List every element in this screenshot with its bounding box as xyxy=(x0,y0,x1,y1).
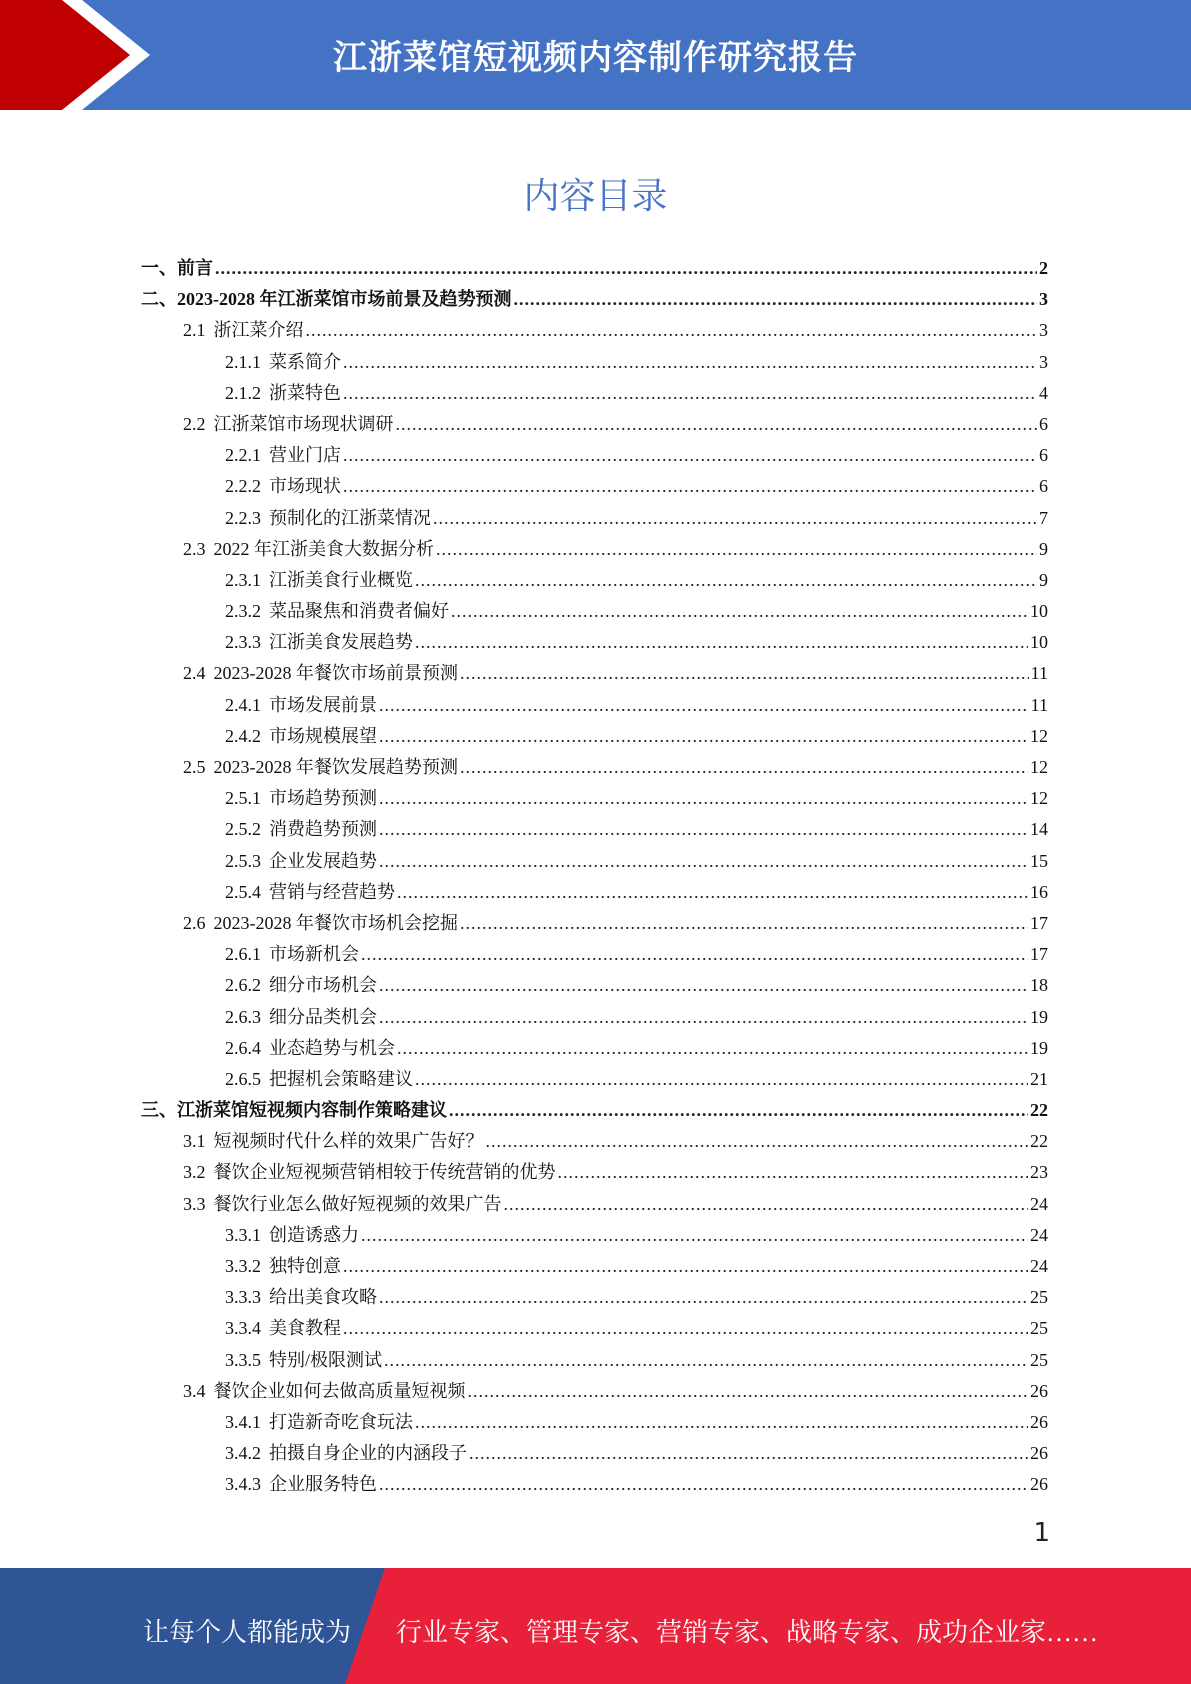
footer-slogan-right: 行业专家、管理专家、营销专家、战略专家、成功企业家…… xyxy=(396,1618,1099,1647)
toc-dot-leader xyxy=(343,1318,1028,1339)
toc-entry-title: 把握机会策略建议 xyxy=(269,1068,413,1089)
toc-entry-page: 24 xyxy=(1030,1224,1048,1245)
toc-entry-number: 2.6 xyxy=(183,912,206,933)
toc-entry[interactable] xyxy=(141,535,1048,566)
toc-dot-leader xyxy=(379,851,1028,872)
toc-entry[interactable] xyxy=(141,410,1048,441)
toc-entry-number: 2.3 xyxy=(183,538,206,559)
toc-entry-number: 3.3 xyxy=(183,1193,206,1214)
toc-entry[interactable] xyxy=(141,566,1048,597)
toc-dot-leader xyxy=(384,1350,1028,1371)
toc-entry-number: 3.4.2 xyxy=(225,1443,261,1464)
toc-entry-page: 23 xyxy=(1030,1162,1048,1183)
toc-heading: 内容目录 xyxy=(523,176,668,217)
toc-entry-page: 25 xyxy=(1030,1287,1048,1308)
toc-entry[interactable] xyxy=(141,1190,1048,1221)
toc-entry[interactable] xyxy=(141,1439,1048,1470)
toc-entry[interactable] xyxy=(141,784,1048,815)
toc-entry-page: 6 xyxy=(1039,476,1048,497)
toc-entry-title: 细分市场机会 xyxy=(269,975,377,996)
toc-entry[interactable] xyxy=(141,316,1048,347)
toc-entry[interactable] xyxy=(141,1314,1048,1345)
toc-entry-title: 营业门店 xyxy=(269,445,341,466)
toc-entry[interactable] xyxy=(141,722,1048,753)
toc-entry-title: 餐饮企业短视频营销相较于传统营销的优势 xyxy=(213,1162,556,1183)
toc-entry-page: 12 xyxy=(1030,757,1048,777)
toc-dot-leader xyxy=(343,445,1037,466)
toc-entry-title: 企业发展趋势 xyxy=(269,850,377,871)
toc-entry-number: 2.2.1 xyxy=(225,445,261,466)
toc-entry-title: 菜系简介 xyxy=(269,351,341,372)
toc-entry-page: 6 xyxy=(1039,413,1048,434)
toc-entry-number: 3.4 xyxy=(183,1380,206,1401)
toc-entry-number: 2.3.1 xyxy=(225,569,261,590)
toc-entry-title: 市场趋势预测 xyxy=(269,788,377,809)
toc-entry-number: 二、 xyxy=(141,289,177,310)
toc-dot-leader xyxy=(415,570,1037,591)
toc-entry-title: 2022 年江浙美食大数据分析 xyxy=(213,538,434,559)
toc-entry-page: 4 xyxy=(1039,382,1048,403)
toc-entry-title: 短视频时代什么样的效果广告好？ xyxy=(213,1131,484,1152)
toc-dot-leader xyxy=(415,1069,1028,1090)
toc-dot-leader xyxy=(514,289,1038,310)
toc-entry-page: 19 xyxy=(1030,1037,1048,1058)
toc-entry-title: 独特创意 xyxy=(269,1256,341,1276)
toc-entry-page: 3 xyxy=(1039,320,1048,341)
toc-dot-leader xyxy=(486,1131,1029,1152)
toc-entry-page: 24 xyxy=(1030,1193,1048,1214)
toc-entry[interactable] xyxy=(141,1408,1048,1439)
toc-entry-number: 2.5.2 xyxy=(225,819,261,840)
toc-entry-page: 26 xyxy=(1030,1443,1048,1464)
toc-dot-leader xyxy=(460,757,1028,778)
toc-entry-title: 2023-2028 年餐饮市场机会挖掘 xyxy=(213,912,458,933)
toc-entry-number: 2.2 xyxy=(183,413,206,434)
toc-dot-leader xyxy=(449,1100,1028,1121)
toc-entry[interactable] xyxy=(141,1127,1048,1158)
toc-entry[interactable] xyxy=(141,472,1048,503)
toc-dot-leader xyxy=(379,1474,1028,1495)
toc-entry-number: 2.5.1 xyxy=(225,788,261,809)
toc-entry-title: 江浙美食发展趋势 xyxy=(269,632,413,653)
toc-entry[interactable] xyxy=(141,628,1048,659)
toc-entry-page: 18 xyxy=(1030,975,1048,996)
toc-entry-number: 2.6.5 xyxy=(225,1068,261,1089)
toc-dot-leader xyxy=(361,1225,1028,1246)
toc-entry-title: 菜品聚焦和消费者偏好 xyxy=(269,601,449,622)
toc-entry-title: 细分品类机会 xyxy=(269,1006,377,1027)
toc-entry-number: 3.3.4 xyxy=(225,1318,261,1339)
toc-dot-leader xyxy=(379,695,1029,716)
toc-entry[interactable] xyxy=(141,1252,1048,1283)
toc-dot-leader xyxy=(361,944,1028,965)
toc-entry-number: 2.6.1 xyxy=(225,944,261,965)
toc-dot-leader xyxy=(469,1443,1028,1464)
toc-dot-leader xyxy=(379,975,1028,996)
toc-entry-number: 3.3.2 xyxy=(225,1256,261,1276)
toc-entry-page: 17 xyxy=(1030,944,1048,965)
toc-entry-title: 2023-2028 年餐饮发展趋势预测 xyxy=(213,757,458,777)
toc-entry-number: 3.4.1 xyxy=(225,1411,261,1432)
toc-entry-title: 前言 xyxy=(177,258,213,278)
toc-entry-number: 2.3.3 xyxy=(225,632,261,653)
toc-entry-title: 企业服务特色 xyxy=(269,1474,377,1495)
toc-entry-page: 10 xyxy=(1030,601,1048,622)
toc-dot-leader xyxy=(396,414,1038,435)
toc-entry-title: 2023-2028 年餐饮市场前景预测 xyxy=(213,663,458,684)
toc-dot-leader xyxy=(460,663,1029,684)
toc-entry-page: 7 xyxy=(1039,507,1048,528)
toc-entry[interactable] xyxy=(141,753,1048,784)
toc-dot-leader xyxy=(436,539,1037,560)
toc-entry-number: 2.6.2 xyxy=(225,975,261,996)
toc-entry[interactable] xyxy=(141,1221,1048,1252)
footer-slogan-left: 让每个人都能成为 xyxy=(143,1618,352,1647)
toc-dot-leader xyxy=(397,882,1028,903)
toc-entry[interactable] xyxy=(141,1096,1048,1127)
toc-entry-page: 9 xyxy=(1039,569,1048,590)
toc-entry-title: 餐饮企业如何去做高质量短视频 xyxy=(213,1380,466,1401)
toc-entry-page: 6 xyxy=(1039,445,1048,466)
toc-entry-title: 预制化的江浙菜情况 xyxy=(269,507,431,528)
toc-entry[interactable] xyxy=(141,597,1048,628)
toc-dot-leader xyxy=(415,632,1028,653)
toc-entry-title: 江浙菜馆短视频内容制作策略建议 xyxy=(177,1100,447,1121)
toc-entry-number: 2.4.2 xyxy=(225,725,261,746)
toc-entry-page: 9 xyxy=(1039,538,1048,559)
toc-entry[interactable] xyxy=(141,504,1048,535)
toc-dot-leader xyxy=(306,320,1038,341)
toc-entry-number: 3.3.3 xyxy=(225,1287,261,1308)
toc-entry[interactable] xyxy=(141,285,1048,316)
toc-entry[interactable] xyxy=(141,254,1048,285)
toc-entry-page: 2 xyxy=(1039,258,1048,278)
toc-entry-page: 22 xyxy=(1030,1100,1048,1121)
toc-entry-title: 美食教程 xyxy=(269,1318,341,1339)
toc-entry[interactable] xyxy=(141,1158,1048,1189)
table-of-contents xyxy=(141,254,1048,1502)
toc-dot-leader xyxy=(379,726,1028,747)
toc-entry-number: 2.1 xyxy=(183,320,206,341)
toc-entry[interactable] xyxy=(141,379,1048,410)
toc-entry[interactable] xyxy=(141,1283,1048,1314)
toc-entry-number: 三、 xyxy=(141,1100,177,1121)
toc-entry[interactable] xyxy=(141,348,1048,379)
toc-entry-title: 2023-2028 年江浙菜馆市场前景及趋势预测 xyxy=(177,289,512,310)
toc-entry-page: 24 xyxy=(1030,1256,1048,1276)
toc-dot-leader xyxy=(460,913,1028,934)
toc-entry-number: 2.1.1 xyxy=(225,351,261,372)
toc-entry[interactable] xyxy=(141,1346,1048,1377)
toc-dot-leader xyxy=(379,788,1028,809)
toc-dot-leader xyxy=(558,1162,1029,1183)
toc-dot-leader xyxy=(451,601,1028,622)
toc-entry-number: 一、 xyxy=(141,258,177,278)
toc-dot-leader xyxy=(379,819,1028,840)
toc-entry-title: 市场现状 xyxy=(269,476,341,497)
toc-entry[interactable] xyxy=(141,1065,1048,1096)
page-number: 1 xyxy=(1033,1518,1050,1548)
toc-entry[interactable] xyxy=(141,1003,1048,1034)
toc-entry-title: 业态趋势与机会 xyxy=(269,1037,395,1058)
toc-entry-number: 2.2.3 xyxy=(225,507,261,528)
toc-entry[interactable] xyxy=(141,659,1048,690)
toc-dot-leader xyxy=(468,1381,1029,1402)
toc-dot-leader xyxy=(343,1256,1028,1277)
toc-entry[interactable] xyxy=(141,909,1048,940)
toc-dot-leader xyxy=(504,1194,1029,1215)
toc-entry-title: 浙菜特色 xyxy=(269,382,341,403)
toc-dot-leader xyxy=(343,476,1037,497)
toc-entry-title: 打造新奇吃食玩法 xyxy=(269,1411,413,1432)
toc-entry-page: 26 xyxy=(1030,1411,1048,1432)
toc-entry-title: 给出美食攻略 xyxy=(269,1287,377,1308)
toc-entry-page: 12 xyxy=(1030,725,1048,746)
toc-entry[interactable] xyxy=(141,1377,1048,1408)
toc-entry-page: 26 xyxy=(1030,1474,1048,1495)
toc-entry-number: 2.6.3 xyxy=(225,1006,261,1027)
toc-entry-title: 浙江菜介绍 xyxy=(213,320,304,341)
toc-dot-leader xyxy=(433,508,1037,529)
toc-entry-page: 26 xyxy=(1030,1380,1048,1401)
toc-entry-page: 11 xyxy=(1030,694,1048,715)
toc-dot-leader xyxy=(343,352,1037,373)
toc-entry-number: 2.2.2 xyxy=(225,476,261,497)
toc-entry-number: 2.3.2 xyxy=(225,601,261,622)
toc-entry[interactable] xyxy=(141,1470,1048,1501)
toc-entry-page: 10 xyxy=(1030,632,1048,653)
toc-dot-leader xyxy=(343,383,1037,404)
toc-entry-title: 市场发展前景 xyxy=(269,694,377,715)
toc-entry-number: 3.3.1 xyxy=(225,1224,261,1245)
toc-entry-number: 2.5 xyxy=(183,757,206,777)
toc-entry-page: 21 xyxy=(1030,1068,1048,1089)
toc-entry[interactable] xyxy=(141,847,1048,878)
toc-entry-number: 2.5.3 xyxy=(225,850,261,871)
toc-entry-number: 2.4.1 xyxy=(225,694,261,715)
toc-entry-page: 14 xyxy=(1030,819,1048,840)
toc-entry-page: 15 xyxy=(1030,850,1048,871)
toc-entry-title: 创造诱惑力 xyxy=(269,1224,359,1245)
toc-entry-page: 17 xyxy=(1030,912,1048,933)
toc-entry-number: 2.4 xyxy=(183,663,206,684)
toc-entry[interactable] xyxy=(141,815,1048,846)
toc-entry-number: 3.1 xyxy=(183,1131,206,1152)
toc-entry[interactable] xyxy=(141,691,1048,722)
toc-entry-page: 22 xyxy=(1030,1131,1048,1152)
toc-dot-leader xyxy=(379,1287,1028,1308)
toc-dot-leader xyxy=(215,258,1037,279)
toc-entry-number: 3.3.5 xyxy=(225,1349,261,1370)
toc-entry[interactable] xyxy=(141,1034,1048,1065)
toc-entry-number: 3.4.3 xyxy=(225,1474,261,1495)
toc-entry[interactable] xyxy=(141,441,1048,472)
toc-entry-page: 3 xyxy=(1039,289,1048,310)
toc-entry-title: 拍摄自身企业的内涵段子 xyxy=(269,1443,467,1464)
toc-entry-number: 2.1.2 xyxy=(225,382,261,403)
toc-dot-leader xyxy=(379,1007,1028,1028)
toc-entry-page: 12 xyxy=(1030,788,1048,809)
toc-entry[interactable] xyxy=(141,971,1048,1002)
toc-entry-page: 11 xyxy=(1030,663,1048,684)
report-title: 江浙菜馆短视频内容制作研究报告 xyxy=(333,38,858,78)
toc-entry-number: 3.2 xyxy=(183,1162,206,1183)
toc-entry-title: 江浙菜馆市场现状调研 xyxy=(213,413,394,434)
toc-entry-title: 消费趋势预测 xyxy=(269,819,377,840)
toc-entry-number: 2.6.4 xyxy=(225,1037,261,1058)
toc-dot-leader xyxy=(397,1038,1028,1059)
toc-entry-title: 特别/极限测试 xyxy=(269,1349,383,1370)
toc-entry-page: 3 xyxy=(1039,351,1048,372)
toc-entry-title: 江浙美食行业概览 xyxy=(269,569,413,590)
toc-entry[interactable] xyxy=(141,878,1048,909)
toc-entry-page: 25 xyxy=(1030,1318,1048,1339)
toc-entry-title: 营销与经营趋势 xyxy=(269,881,395,902)
toc-entry-page: 19 xyxy=(1030,1006,1048,1027)
toc-entry-number: 2.5.4 xyxy=(225,881,261,902)
toc-entry-page: 16 xyxy=(1030,881,1048,902)
toc-entry[interactable] xyxy=(141,940,1048,971)
toc-entry-title: 餐饮行业怎么做好短视频的效果广告 xyxy=(213,1193,502,1214)
toc-entry-title: 市场新机会 xyxy=(269,944,359,965)
toc-entry-title: 市场规模展望 xyxy=(269,725,377,746)
toc-dot-leader xyxy=(415,1412,1028,1433)
toc-entry-page: 25 xyxy=(1030,1349,1048,1370)
